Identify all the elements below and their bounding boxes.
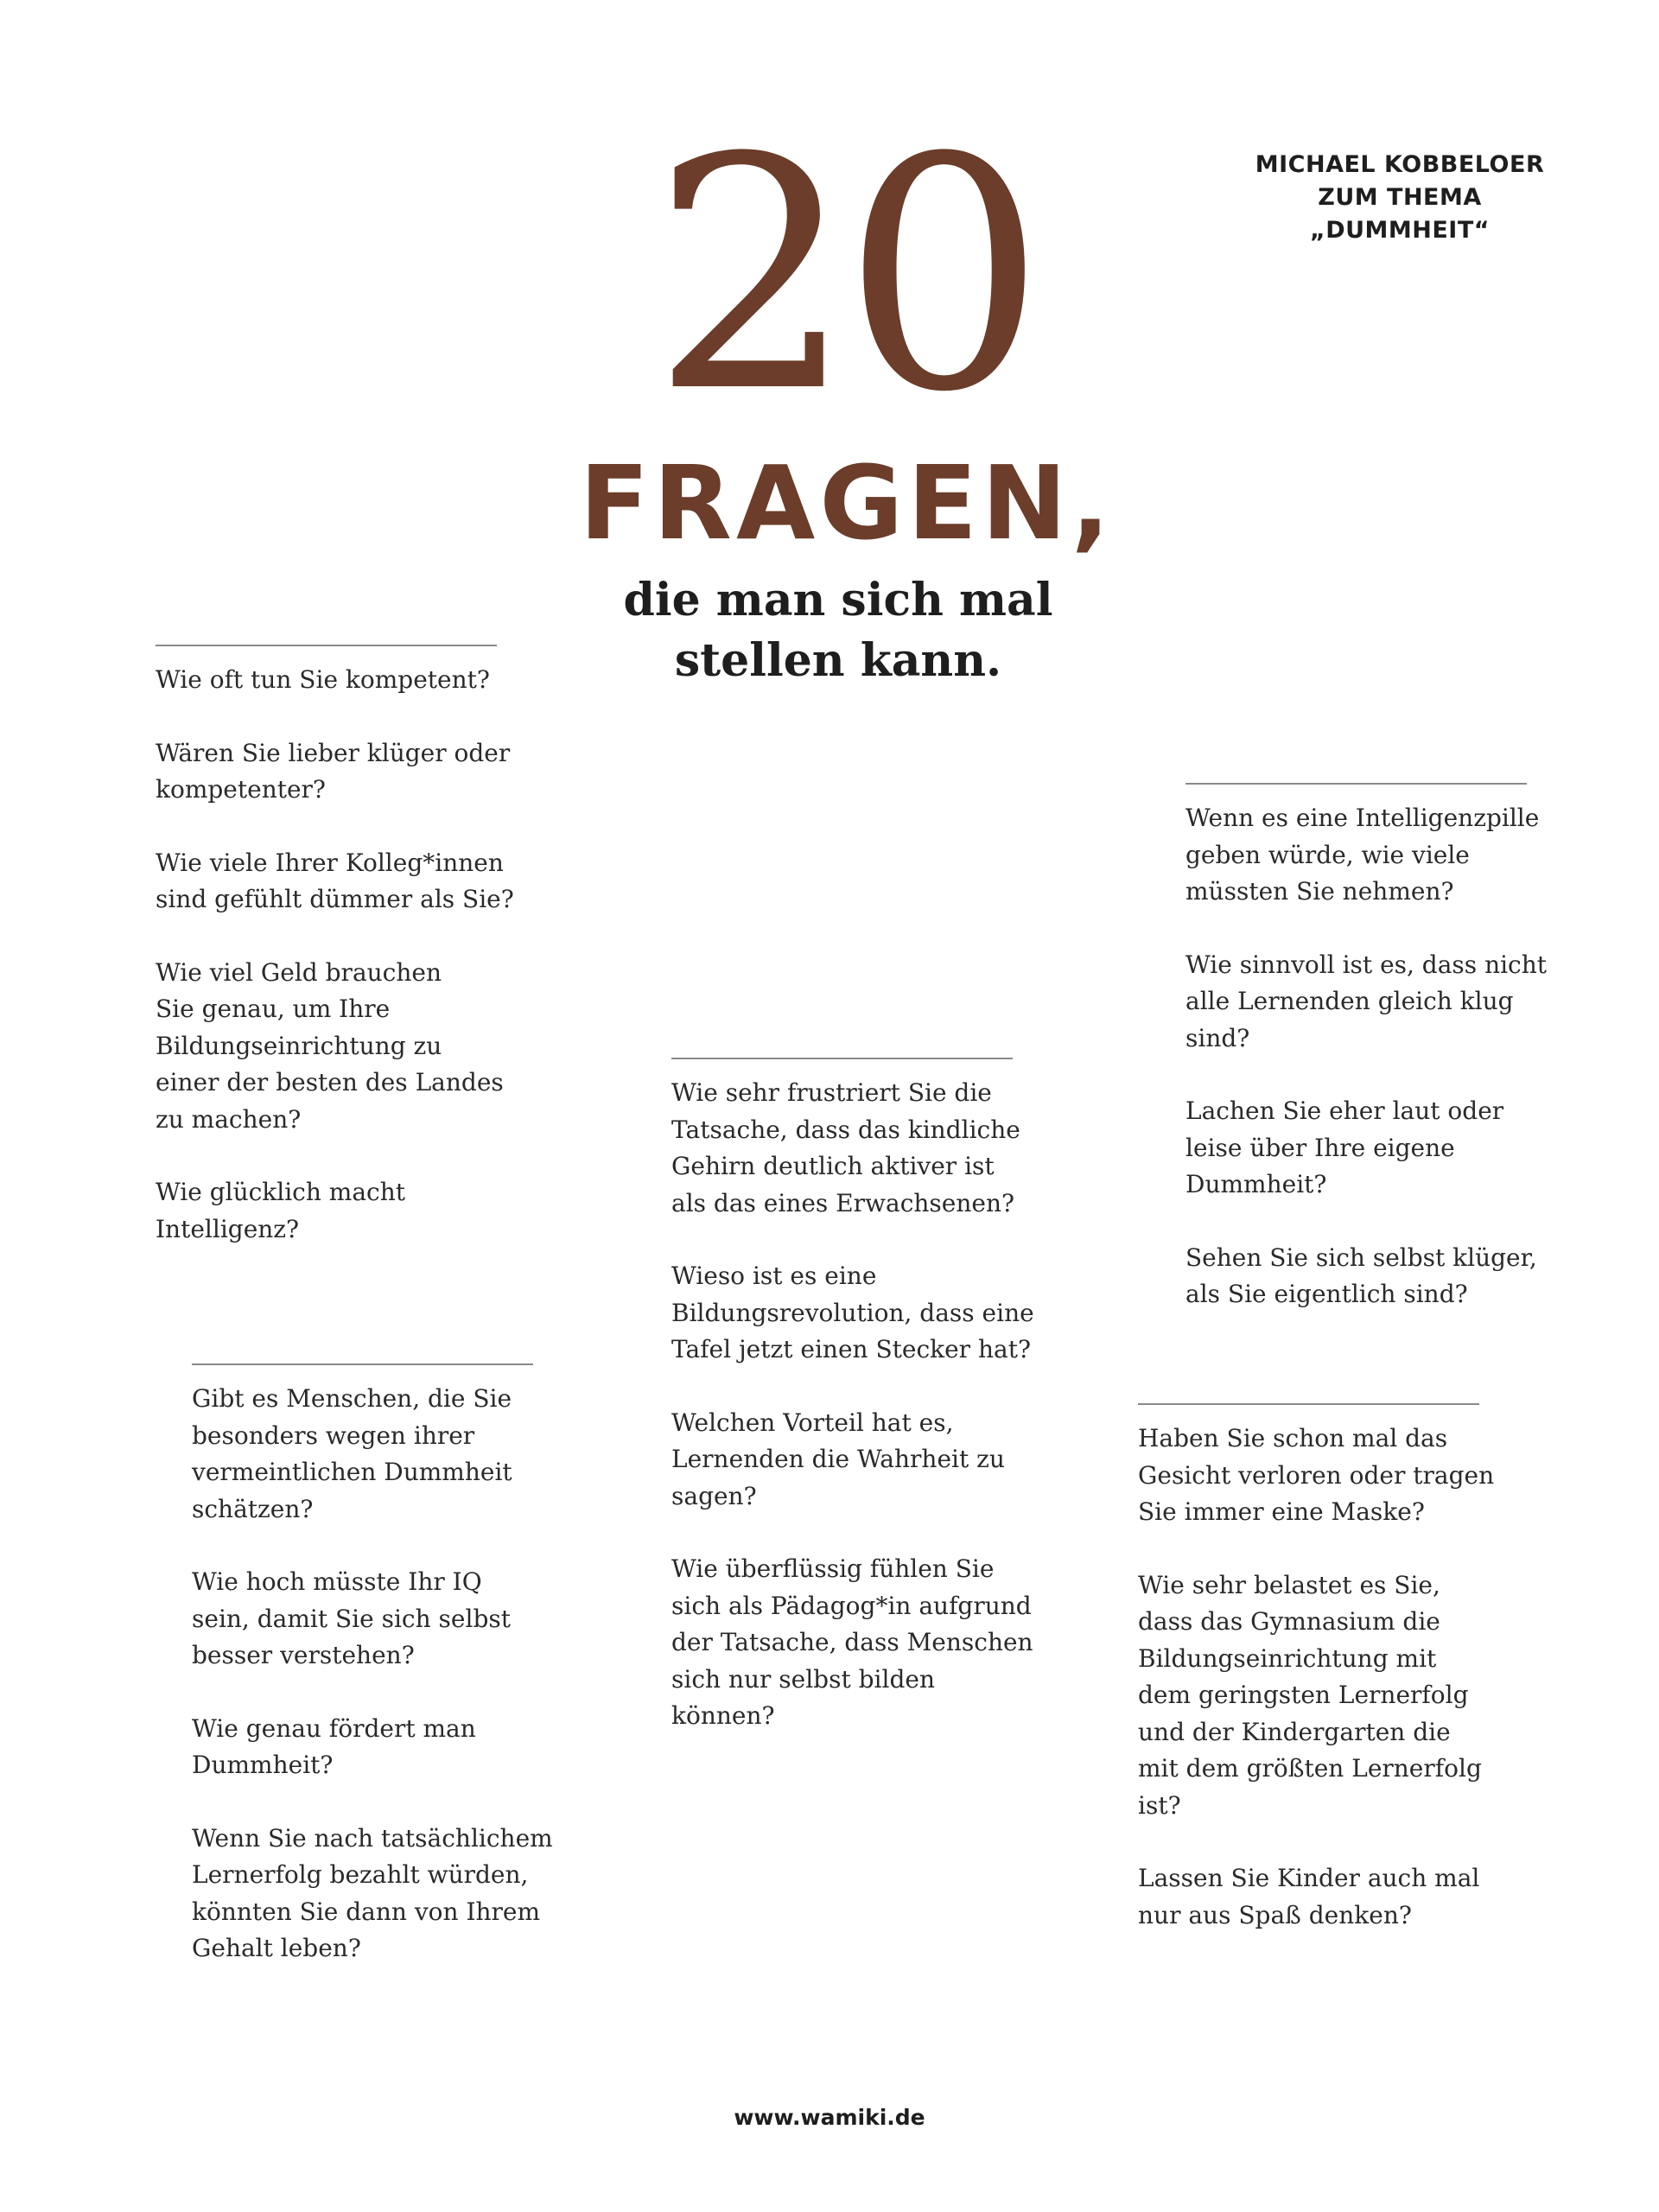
question: Wie sinnvoll ist es, dass nicht alle Lernenden gleich klug sind? — [1185, 950, 1548, 1052]
subtitle-line: die man sich mal — [623, 574, 1053, 626]
question: Wie glücklich macht Intelligenz? — [156, 1178, 406, 1243]
question: Wie viele Ihrer Kolleg*innen sind gefühlt dümmer als Sie? — [156, 848, 514, 913]
author-credit — [1244, 149, 1555, 247]
headline-subtitle — [596, 570, 1080, 691]
question: Wie genau fördert man Dummheit? — [192, 1713, 476, 1779]
question: Lassen Sie Kinder auch mal nur aus Spaß denken? — [1138, 1864, 1480, 1929]
question-column-left-bottom — [192, 1363, 553, 2004]
question: Wie sehr belastet es Sie, dass das Gymnasium die Bildungseinrichtung mit dem geringsten Lernerfolg und der Kindergarten die mit dem größten Lernerfolg ist? — [1138, 1570, 1482, 1820]
question: Wären Sie lieber klüger oder kompetenter? — [156, 738, 511, 804]
subtitle-line: stellen kann. — [674, 634, 1002, 687]
question-column-middle — [671, 1058, 1034, 1771]
author-line: ZUM THEMA — [1318, 184, 1482, 211]
author-line: MICHAEL KOBBELOER — [1255, 151, 1545, 178]
website-url: www.wamiki.de — [734, 2105, 925, 2130]
question-column-left-top — [156, 645, 514, 1284]
question: Wie hoch müsste Ihr IQ sein, damit Sie sich selbst besser verstehen? — [192, 1567, 511, 1669]
question: Lachen Sie eher laut oder leise über Ihre eigene Dummheit? — [1185, 1096, 1504, 1198]
question: Wenn Sie nach tatsächlichem Lernerfolg bezahlt würden, könnten Sie dann von Ihrem Gehalt leben? — [192, 1823, 553, 1962]
question: Welchen Vorteil hat es, Lernenden die Wahrheit zu sagen? — [671, 1408, 1005, 1510]
question-column-right-top — [1185, 783, 1548, 1350]
headline-word: FRAGEN, — [579, 443, 1115, 563]
question: Wenn es eine Intelligenzpille geben würde, wie viele müssten Sie nehmen? — [1185, 804, 1540, 906]
question-column-right-bottom — [1138, 1403, 1495, 1970]
question: Wie sehr frustriert Sie die Tatsache, dass das kindliche Gehirn deutlich aktiver ist als das eines Erwachsenen? — [671, 1078, 1020, 1217]
question: Wie viel Geld brauchen Sie genau, um Ihre Bildungseinrichtung zu einer der besten des Landes zu machen? — [156, 957, 504, 1134]
question: Wie überflüssig fühlen Sie sich als Pädagog*in aufgrund der Tatsache, dass Menschen sich nur selbst bilden können? — [671, 1554, 1033, 1730]
question: Wie oft tun Sie kompetent? — [156, 665, 490, 694]
question: Gibt es Menschen, die Sie besonders wegen ihrer vermeintlichen Dummheit schätzen? — [192, 1384, 512, 1523]
question: Sehen Sie sich selbst klüger, als Sie eigentlich sind? — [1185, 1243, 1537, 1308]
question: Haben Sie schon mal das Gesicht verloren oder tragen Sie immer eine Maske? — [1138, 1424, 1495, 1526]
author-line: „DUMMHEIT“ — [1309, 217, 1491, 244]
question: Wieso ist es eine Bildungsrevolution, dass eine Tafel jetzt einen Stecker hat? — [671, 1262, 1034, 1363]
headline-number: 20 — [651, 91, 1034, 462]
